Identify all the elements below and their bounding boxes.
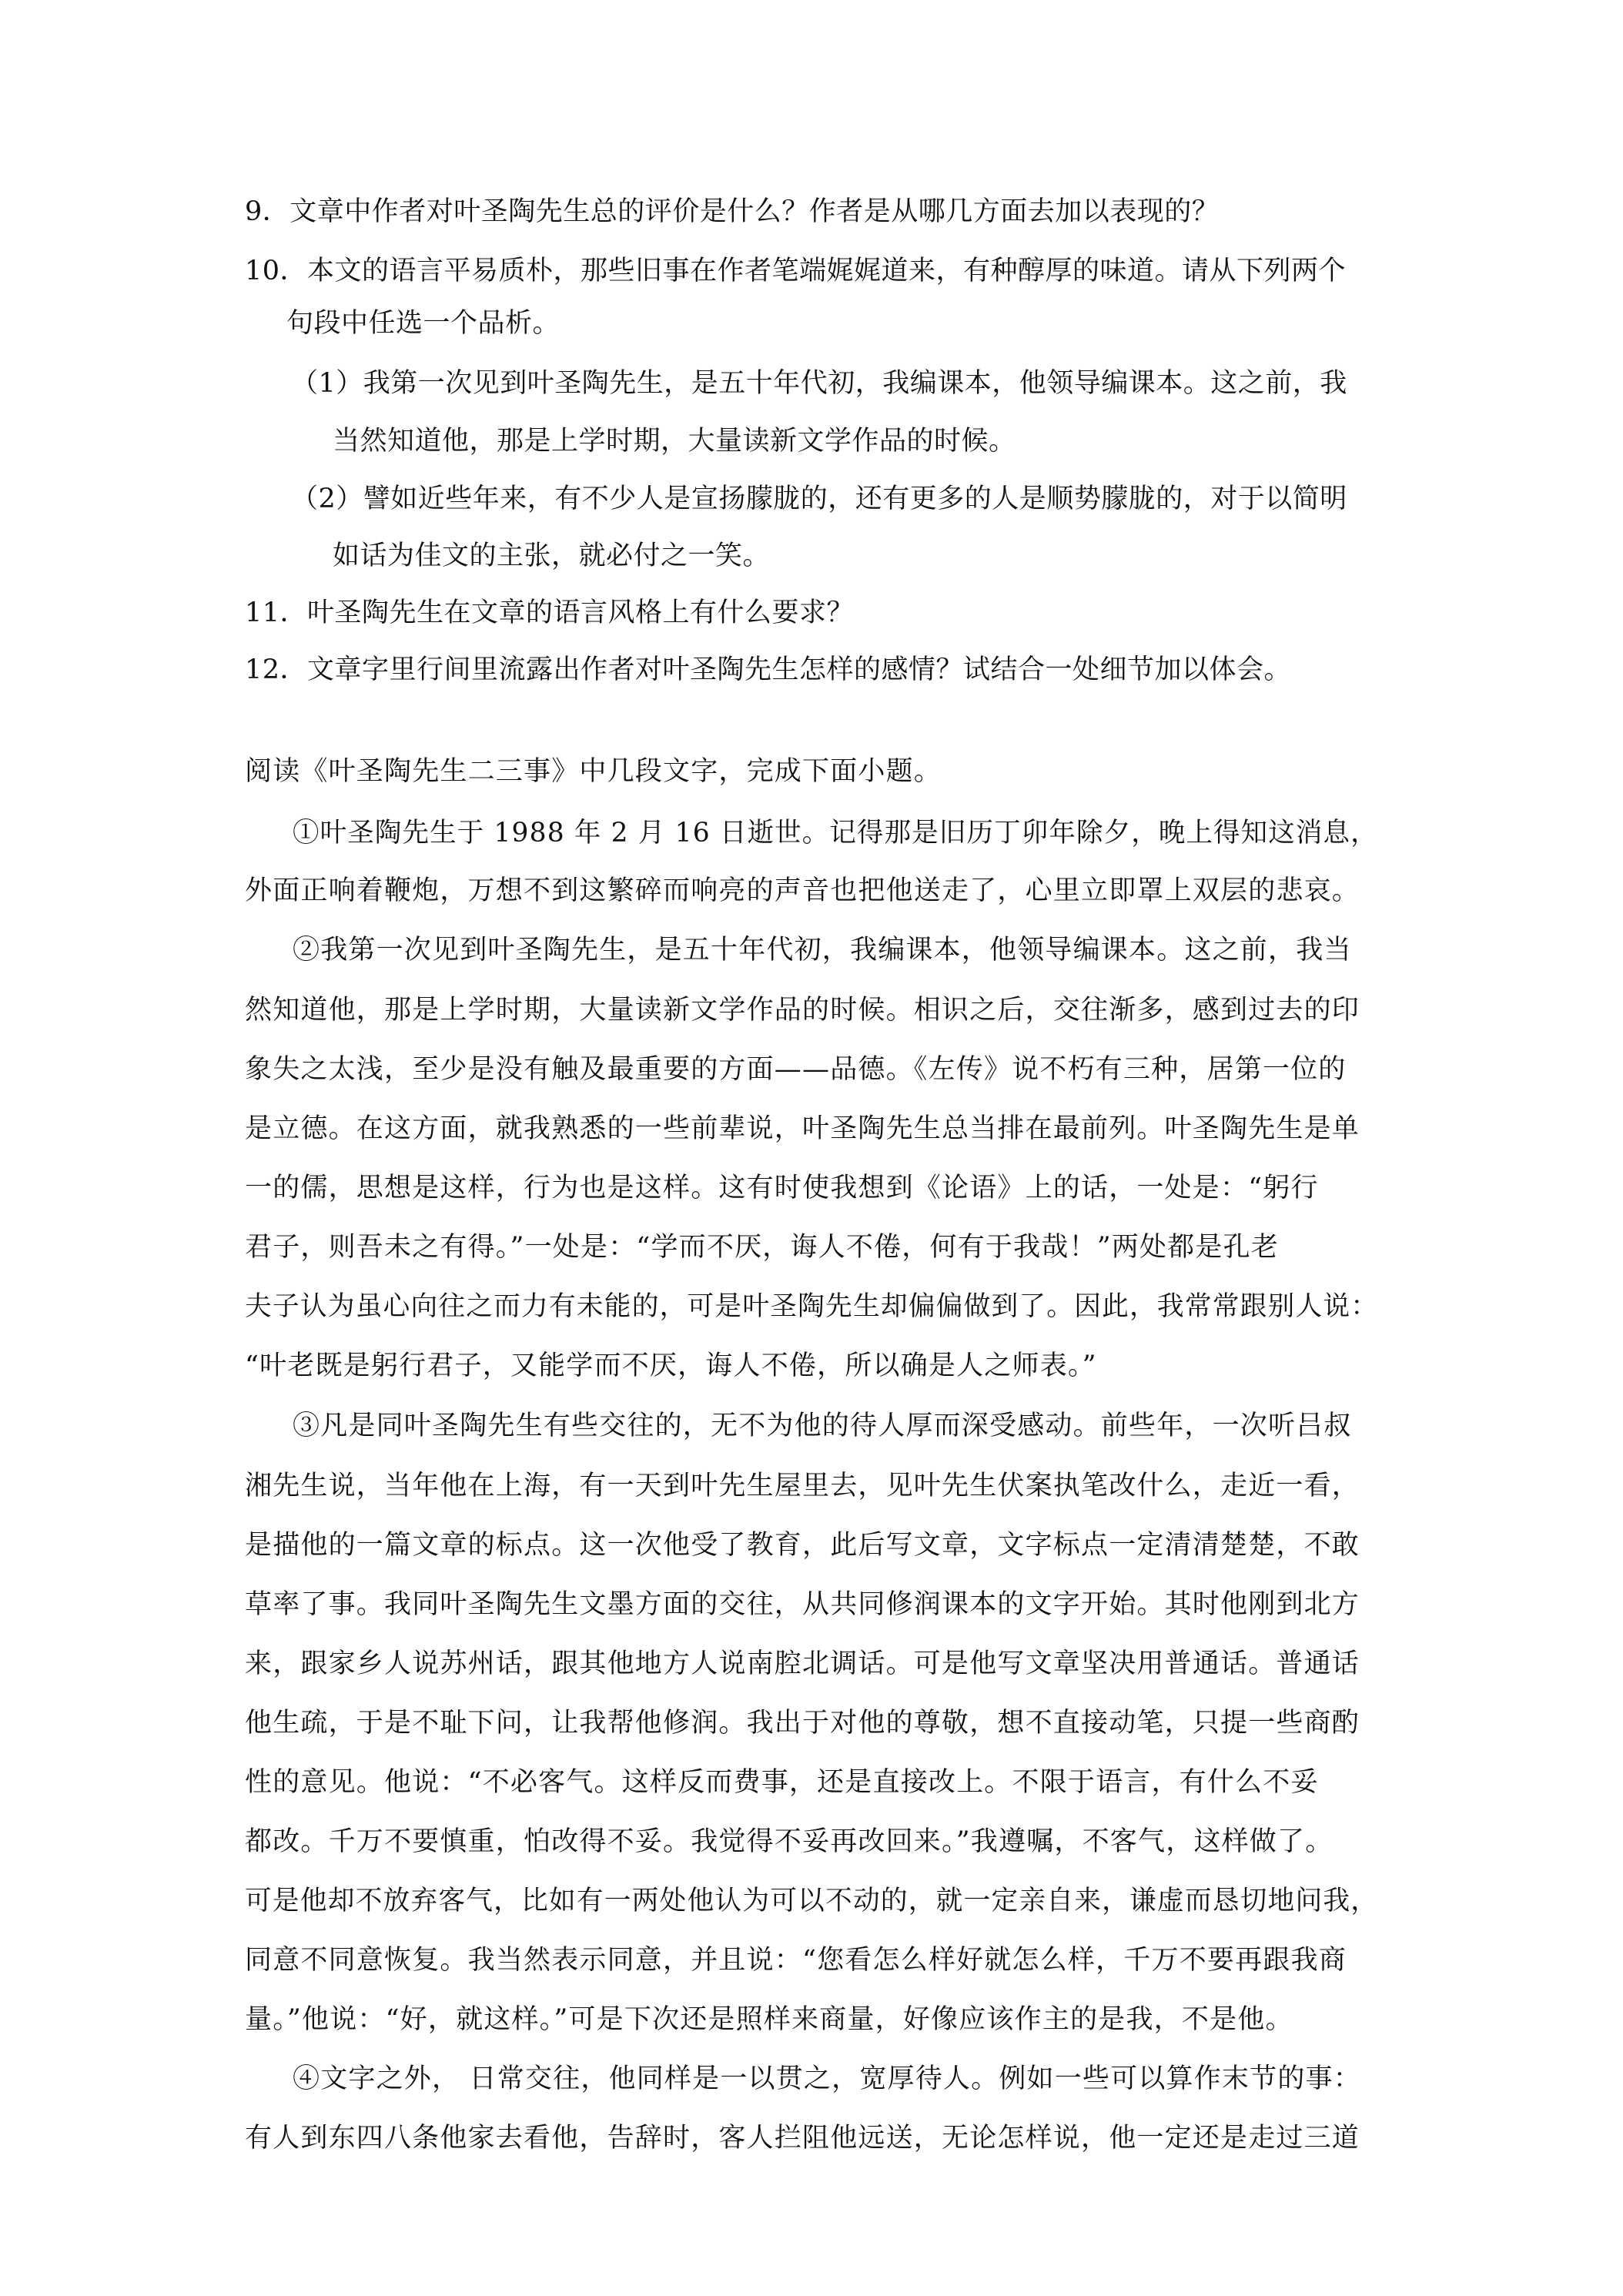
question-10-line-1: 10．本文的语言平易质朴，那些旧事在作者笔端娓娓道来，有种醇厚的味道。请从下列两个: [245, 256, 1347, 286]
passage-line: 君子，则吾未之有得。”一处是：“学而不厌，诲人不倦，何有于我哉！”两处都是孔老: [245, 1232, 1279, 1263]
passage-line: 都改。千万不要慎重，怕改得不妥。我觉得不妥再改回来。”我遵嘱，不客气，这样做了。: [245, 1826, 1334, 1857]
passage-line: 可是他却不放弃客气，比如有一两处他认为可以不动的，就一定亲自来，谦虚而恳切地问我，: [245, 1886, 1379, 1916]
passage-line: 是描他的一篇文章的标点。这一次他受了教育，此后写文章，文字标点一定清清楚楚，不敢: [245, 1530, 1360, 1561]
passage-line: 性的意见。他说：“不必客气。这样反而费事，还是直接改上。不限于语言，有什么不妥: [245, 1767, 1319, 1798]
question-12: 12．文章字里行间里流露出作者对叶圣陶先生怎样的感情？试结合一处细节加以体会。: [245, 654, 1292, 685]
passage-line: 象失之太浅，至少是没有触及最重要的方面——品德。《左传》说不朽有三种，居第一位的: [245, 1054, 1347, 1085]
passage-line: 是立德。在这方面，就我熟悉的一些前辈说，叶圣陶先生总当排在最前列。叶圣陶先生是单: [245, 1113, 1360, 1144]
passage-line: ③凡是同叶圣陶先生有些交往的，无不为他的待人厚而深受感动。前些年，一次听吕叔: [293, 1411, 1352, 1441]
passage-line: 草率了事。我同叶圣陶先生文墨方面的交往，从共同修润课本的文字开始。其时他刚到北方: [245, 1589, 1360, 1620]
question-10-option-1-line-2: 当然知道他，那是上学时期，大量读新文学作品的时候。: [333, 426, 1016, 457]
passage-line: 然知道他，那是上学时期，大量读新文学作品的时候。相识之后，交往渐多，感到过去的印: [245, 995, 1360, 1026]
passage-intro: 阅读《叶圣陶先生二三事》中几段文字，完成下面小题。: [245, 756, 942, 787]
passage-line: 夫子认为虽心向往之而力有未能的，可是叶圣陶先生却偏偏做到了。因此，我常常跟别人说：: [245, 1291, 1379, 1322]
passage-line: 他生疏，于是不耻下问，让我帮他修润。我出于对他的尊敬，想不直接动笔，只提一些商酌: [245, 1708, 1360, 1739]
question-10-option-2-line-1: （2）譬如近些年来，有不少人是宣扬朦胧的，还有更多的人是顺势朦胧的，对于以简明: [291, 484, 1347, 514]
passage-line: “叶老既是躬行君子，又能学而不厌，诲人不倦，所以确是人之师表。”: [245, 1350, 1097, 1381]
question-9: 9．文章中作者对叶圣陶先生总的评价是什么？作者是从哪几方面去加以表现的？: [245, 196, 1220, 227]
question-10-option-2-line-2: 如话为佳文的主张，就必付之一笑。: [333, 541, 771, 571]
passage-line: 一的儒，思想是这样，行为也是这样。这有时使我想到《论语》上的话，一处是：“躬行: [245, 1173, 1319, 1203]
passage-line: 有人到东四八条他家去看他，告辞时，客人拦阻他远送，无论怎样说，他一定还是走过三道: [245, 2123, 1360, 2154]
question-11: 11．叶圣陶先生在文章的语言风格上有什么要求？: [245, 597, 855, 628]
passage-line: ①叶圣陶先生于 1988 年 2 月 16 日逝世。记得那是旧历丁卯年除夕，晚上得知这消息，: [293, 818, 1378, 848]
passage-line: ②我第一次见到叶圣陶先生，是五十年代初，我编课本，他领导编课本。这之前，我当: [293, 935, 1352, 966]
passage-line: 湘先生说，当年他在上海，有一天到叶先生屋里去，见叶先生伏案执笔改什么，走近一看，: [245, 1471, 1360, 1501]
question-10-option-1-line-1: （1）我第一次见到叶圣陶先生，是五十年代初，我编课本，他领导编课本。这之前，我: [291, 368, 1347, 399]
passage-line: 来，跟家乡人说苏州话，跟其他地方人说南腔北调话。可是他写文章坚决用普通话。普通话: [245, 1648, 1360, 1679]
passage-line: ④文字之外， 日常交往，他同样是一以贯之，宽厚待人。例如一些可以算作末节的事：: [293, 2063, 1361, 2094]
passage-line: 同意不同意恢复。我当然表示同意，并且说：“您看怎么样好就怎么样，千万不要再跟我商: [245, 1945, 1347, 1976]
question-10-line-2: 句段中任选一个品析。: [286, 308, 561, 339]
passage-line: 量。”他说：“好，就这样。”可是下次还是照样来商量，好像应该作主的是我，不是他。: [245, 2004, 1293, 2035]
passage-line: 外面正响着鞭炮，万想不到这繁碎而响亮的声音也把他送走了，心里立即罩上双层的悲哀。: [245, 875, 1360, 906]
